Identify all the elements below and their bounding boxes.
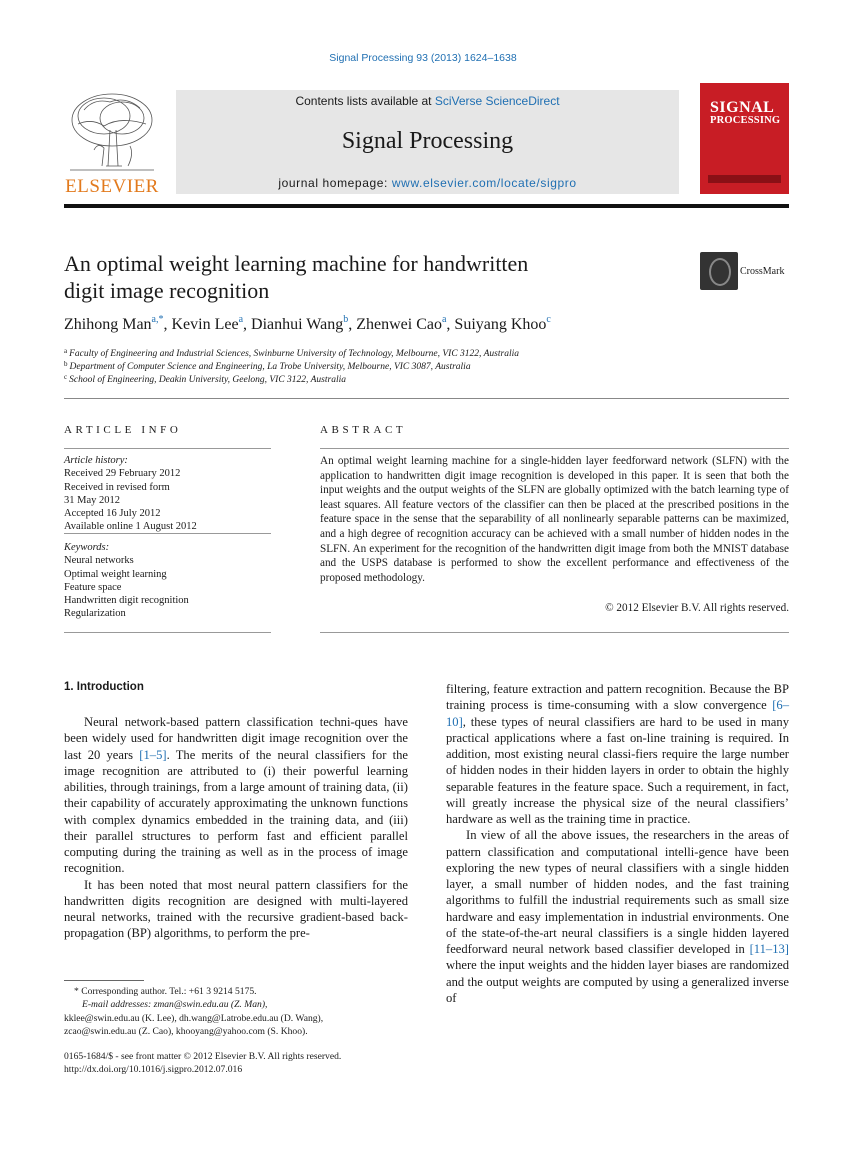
footnote-rule — [64, 980, 144, 981]
paragraph — [446, 827, 789, 1006]
history-item: Received 29 February 2012 — [64, 468, 181, 480]
homepage-line — [176, 176, 679, 190]
author-name[interactable]: Zhenwei Cao — [356, 316, 442, 333]
paragraph-text: . The merits of the neural classifiers for the image recognition are attributed to (i) their powerful learning abilities, through trainings, from a large amount of training data, (ii) their capability of accurately approximating the unknown functions with complex dynamics embedded in the training data, and (iii) their parallel structures to perform fast and efficient parallel computing during the training as well as in the process of image recognition. — [64, 747, 409, 876]
paragraph — [64, 714, 408, 877]
history-item: Available online 1 August 2012 — [64, 521, 197, 533]
crossmark-label: CrossMark — [740, 266, 785, 277]
body-column-right — [446, 681, 789, 1006]
author-name[interactable]: Dianhui Wang — [251, 316, 344, 333]
article-info-rule — [64, 448, 271, 449]
abstract-text: An optimal weight learning machine for a single-hidden layer feedforward network (SLFN) with the application to handwritten digit image recognition is developed in this paper. It is seen that both the input weights and the output weights of the SLFN are globally optimized with the batch learning type of least squares. All feature vectors of the classifier can then be placed at the prescribed positions in the feature space in the sense that the separability of all nonlinearly separable patterns can be maximized, and a high degree of recognition accuracy can be achieved with a small number of hidden nodes in the SLFN. An experiment for the recognition of the handwritten digit image from both the MNIST database and the USPS database is performed to show the excellent performance and effectiveness of the proposed methodology. — [320, 455, 789, 584]
abstract-copyright: © 2012 Elsevier B.V. All rights reserved. — [605, 602, 789, 614]
history-item: 31 May 2012 — [64, 494, 120, 506]
author-affiliation-mark[interactable]: a — [441, 314, 447, 325]
article-info-heading: ARTICLE INFO — [64, 424, 182, 436]
history-label: Article history: — [64, 455, 128, 466]
paragraph-text: filtering, feature extraction and pattern recognition. Because the BP training process is time-consuming with a slow convergence — [446, 682, 789, 713]
paragraph — [446, 681, 789, 827]
keyword-item: Regularization — [64, 608, 126, 620]
front-matter-info — [64, 1050, 464, 1077]
author-affiliation-mark[interactable]: a,* — [151, 314, 164, 325]
keyword-item: Handwritten digit recognition — [64, 595, 189, 607]
header-rule — [64, 204, 789, 208]
affiliation-mark: a — [64, 347, 68, 355]
history-item: Accepted 16 July 2012 — [64, 508, 161, 520]
keyword-item: Neural networks — [64, 555, 134, 567]
homepage-link[interactable]: www.elsevier.com/locate/sigpro — [391, 176, 577, 190]
paragraph-text: Neural network-based pattern classification techni-ques have been widely used for handwritten digit image recognition over the last 20 years — [64, 715, 408, 762]
elsevier-logo[interactable] — [64, 90, 160, 198]
homepage-prefix: journal homepage: — [278, 176, 392, 190]
paragraph-text: , these types of neural classifiers are hard to be used in many practical applications where a fast on-line training is required. In addition, most existing neural classi-fiers require the large number of hidden nodes in their hidden layers in order to obtain the highly separable features in the feature space. Such a requirement, in fact, will greatly increase the physical size of the neural classifiers’ hardware as well as the training time in practice. — [446, 714, 789, 826]
affiliation — [64, 373, 789, 385]
author-affiliation-mark[interactable]: b — [343, 314, 349, 325]
abstract-rule — [320, 448, 789, 449]
cover-title-processing: PROCESSING — [710, 115, 781, 126]
affiliation-rule — [64, 398, 789, 399]
journal-cover[interactable] — [700, 83, 789, 194]
cover-band — [708, 175, 781, 183]
author-separator: , — [446, 316, 455, 333]
affiliation-text: School of Engineering, Deakin University, Geelong, VIC 3122, Australia — [69, 375, 346, 385]
footnote-emails[interactable]: zcao@swin.edu.au (Z. Cao), khooyang@yahoo.com (S. Khoo). — [64, 1026, 308, 1038]
author-separator: , — [243, 316, 252, 333]
crossmark-icon — [700, 252, 738, 290]
author-list — [64, 314, 789, 334]
article-title — [64, 250, 664, 304]
footnote — [64, 985, 424, 1039]
affiliation-text: Department of Computer Science and Engineering, La Trobe University, Melbourne, VIC 3087, Australia — [69, 362, 471, 372]
contents-line — [176, 94, 679, 108]
section-heading: 1. Introduction — [64, 681, 144, 693]
affiliation — [64, 347, 789, 359]
article-history — [64, 454, 271, 534]
body-column-left — [64, 714, 408, 942]
cover-title-signal: SIGNAL — [710, 99, 775, 116]
citation-link[interactable]: [11–13] — [749, 942, 789, 956]
doi-link[interactable]: http://dx.doi.org/10.1016/j.sigpro.2012.07.016 — [64, 1064, 243, 1076]
footnote-corresponding: * Corresponding author. Tel.: +61 3 9214 5175. — [74, 986, 257, 997]
author-separator: , — [163, 316, 172, 333]
affiliation-text: Faculty of Engineering and Industrial Sciences, Swinburne University of Technology, Melbourne, VIC 3122, Australia — [69, 349, 519, 359]
crossmark-badge[interactable] — [700, 252, 790, 290]
keyword-item: Optimal weight learning — [64, 568, 167, 580]
keywords-label: Keywords: — [64, 542, 110, 553]
sciencedirect-link[interactable]: SciVerse ScienceDirect — [434, 94, 560, 108]
tree-icon — [64, 90, 160, 174]
footnote-emails[interactable]: kklee@swin.edu.au (K. Lee), dh.wang@Latrobe.edu.au (D. Wang), — [64, 1012, 324, 1024]
affiliation — [64, 360, 789, 372]
history-item: Received in revised form — [64, 481, 170, 493]
title-line-2: digit image recognition — [64, 278, 270, 303]
citation-link[interactable]: [1–5] — [139, 747, 167, 762]
author-name[interactable]: Suiyang Khoo — [454, 316, 547, 333]
paragraph-text: where the input weights and the hidden layer biases are randomized and the output weights are computed by using a generalized inverse of — [446, 958, 789, 1005]
author-affiliation-mark[interactable]: a — [238, 314, 244, 325]
history-rule — [64, 533, 271, 534]
affiliation-mark: c — [64, 373, 68, 381]
footnote-emails-label[interactable]: E-mail addresses: zman@swin.edu.au (Z. Man), — [82, 999, 268, 1011]
author-name[interactable]: Kevin Lee — [171, 316, 239, 333]
author-affiliation-mark[interactable]: c — [546, 314, 551, 325]
affiliation-mark: b — [64, 360, 68, 368]
author-name[interactable]: Zhihong Man — [64, 316, 152, 333]
paragraph: It has been noted that most neural pattern classifiers for the handwritten digits recognition are designed with multi-layered neural networks, trained with the recursive gradient-based back-propagation (BP) algorithms, to perform the pre- — [64, 877, 408, 941]
elsevier-wordmark: ELSEVIER — [65, 176, 159, 197]
keywords — [64, 541, 271, 621]
keywords-rule — [64, 632, 271, 633]
contents-prefix: Contents lists available at — [295, 94, 435, 108]
journal-citation[interactable]: Signal Processing 93 (2013) 1624–1638 — [329, 52, 517, 64]
keyword-item: Feature space — [64, 581, 122, 593]
title-line-1: An optimal weight learning machine for handwritten — [64, 251, 529, 276]
abstract-heading: ABSTRACT — [320, 424, 407, 436]
journal-masthead — [176, 90, 679, 194]
citation-link[interactable]: [6–10] — [446, 698, 789, 729]
journal-title: Signal Processing — [341, 128, 514, 154]
abstract-bottom-rule — [320, 632, 789, 633]
issn-line: 0165-1684/$ - see front matter © 2012 Elsevier B.V. All rights reserved. — [64, 1051, 342, 1062]
author-separator: , — [348, 316, 357, 333]
paragraph-text: In view of all the above issues, the researchers in the areas of pattern classification and computational intelli-gence have been exploring the new types of neural classifiers with a single hidden layer, a small number of hidden nodes, and the fast training algorithms to fulfill the industrial requirements such as small size hardware and easy implementation in industrial environments. One of the state-of-the-art neural classifiers is a single hidden layered feedforward neural network based classifier developed in — [446, 828, 789, 956]
